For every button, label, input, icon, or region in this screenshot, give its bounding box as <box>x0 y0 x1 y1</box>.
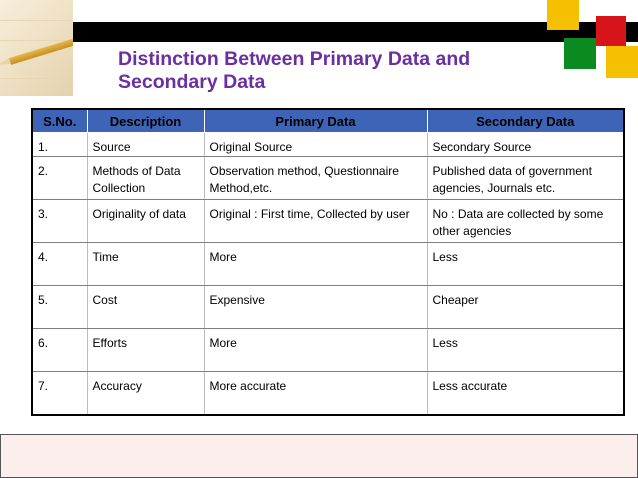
cell-description: Source <box>92 140 131 154</box>
header-secondary-data: Secondary Data <box>427 109 624 133</box>
cell-primary: Original : First time, Collected by user <box>209 207 410 221</box>
cell-primary: Original Source <box>209 140 293 154</box>
cell-description: Time <box>92 250 119 264</box>
cell-description: Cost <box>92 293 118 307</box>
cell-sno: 1. <box>38 140 49 154</box>
table-row <box>32 329 624 372</box>
decor-square-red <box>596 16 626 46</box>
cell-primary: Observation method, Questionnaire Method,etc. <box>209 164 399 195</box>
header-description: Description <box>87 109 204 133</box>
cell-description: Efforts <box>92 336 127 350</box>
cell-sno: 4. <box>38 250 49 264</box>
cell-description: Originality of data <box>92 207 186 221</box>
table-row <box>32 200 624 243</box>
cell-primary: More <box>209 250 237 264</box>
cell-secondary: Less accurate <box>432 379 508 393</box>
cell-secondary: No : Data are collected by some other agencies <box>432 207 604 238</box>
cell-secondary: Secondary Source <box>432 140 532 154</box>
header-primary-data: Primary Data <box>204 109 427 133</box>
cell-sno: 2. <box>38 164 49 178</box>
table-row <box>32 157 624 200</box>
decor-square-green <box>564 38 596 69</box>
decor-square-yellow-top <box>547 0 579 30</box>
table-row <box>32 133 624 157</box>
cell-sno: 3. <box>38 207 49 221</box>
cell-secondary: Less <box>432 250 458 264</box>
pencil-paper-image <box>0 0 73 96</box>
cell-description: Methods of Data Collection <box>92 164 181 195</box>
header-sno: S.No. <box>32 109 87 133</box>
cell-sno: 5. <box>38 293 49 307</box>
table-row <box>32 243 624 286</box>
slide-title-line-2: Secondary Data <box>118 71 266 93</box>
cell-sno: 7. <box>38 379 49 393</box>
cell-primary: More <box>209 336 237 350</box>
cell-primary: Expensive <box>209 293 265 307</box>
decor-square-yellow-bottom <box>606 46 638 78</box>
table-row <box>32 286 624 329</box>
table-header-row <box>32 109 624 133</box>
footer-box <box>0 434 638 478</box>
cell-secondary: Published data of government agencies, Journals etc. <box>432 164 592 195</box>
cell-description: Accuracy <box>92 379 142 393</box>
comparison-table <box>31 108 625 416</box>
table-row <box>32 372 624 416</box>
cell-secondary: Cheaper <box>432 293 479 307</box>
cell-secondary: Less <box>432 336 458 350</box>
slide-title <box>118 48 538 94</box>
slide-title-line-1: Distinction Between Primary Data and <box>118 48 471 70</box>
cell-primary: More accurate <box>209 379 287 393</box>
cell-sno: 6. <box>38 336 49 350</box>
